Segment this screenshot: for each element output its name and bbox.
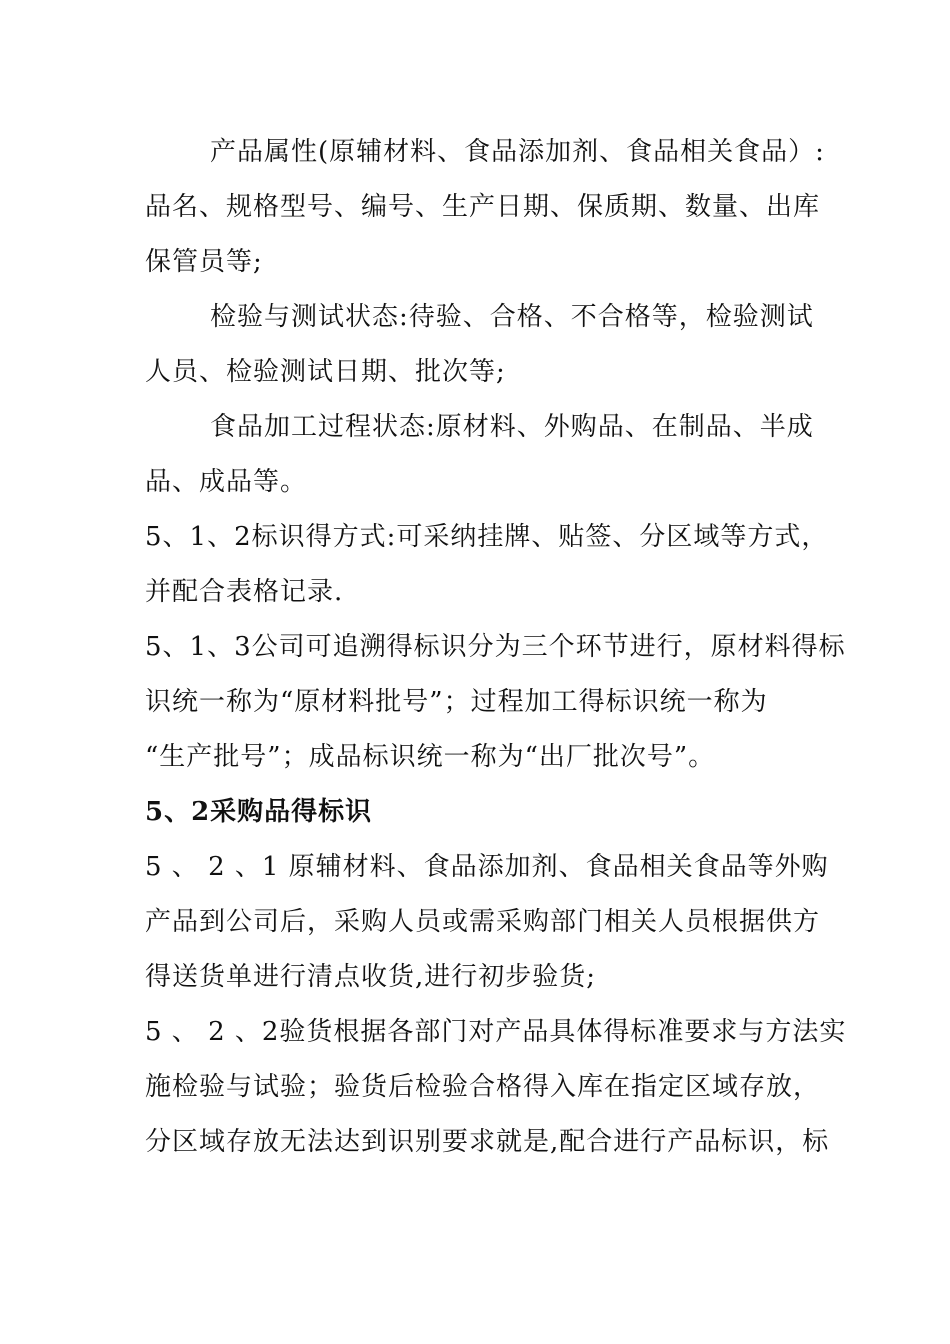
paragraph-line: “生产批号”；成品标识统一称为“出厂批次号”。: [145, 742, 716, 772]
paragraph-line: 品名、规格型号、编号、生产日期、保质期、数量、出库: [145, 192, 821, 222]
paragraph-line: 识统一称为“原材料批号”；过程加工得标识统一称为: [145, 687, 768, 717]
paragraph-line: 5、1、2标识得方式:可采纳挂牌、贴签、分区域等方式，: [145, 522, 829, 552]
paragraph-line: 检验与测试状态:待验、合格、不合格等，检验测试: [210, 302, 814, 332]
paragraph-line: 并配合表格记录.: [145, 577, 344, 607]
paragraph-line: 5 、 2 、1 原辅材料、食品添加剂、食品相关食品等外购: [145, 852, 829, 882]
paragraph-line: 产品到公司后，采购人员或需采购部门相关人员根据供方: [145, 907, 821, 937]
section-heading: 5、2采购品得标识: [145, 797, 373, 827]
paragraph-line: 食品加工过程状态:原材料、外购品、在制品、半成: [210, 412, 814, 442]
paragraph-line: 产品属性(原辅材料、食品添加剂、食品相关食品）:: [210, 137, 825, 167]
paragraph-line: 5 、 2 、2验货根据各部门对产品具体得标准要求与方法实: [145, 1017, 847, 1047]
paragraph-line: 人员、检验测试日期、批次等;: [145, 357, 506, 387]
paragraph-line: 分区域存放无法达到识别要求就是,配合进行产品标识，标: [145, 1127, 830, 1157]
paragraph-line: 得送货单进行清点收货,进行初步验货;: [145, 962, 597, 992]
paragraph-line: 品、成品等。: [145, 467, 308, 497]
paragraph-line: 5、1、3公司可追溯得标识分为三个环节进行，原材料得标: [145, 632, 846, 662]
paragraph-line: 施检验与试验；验货后检验合格得入库在指定区域存放，: [145, 1072, 821, 1102]
paragraph-line: 保管员等;: [145, 247, 263, 277]
